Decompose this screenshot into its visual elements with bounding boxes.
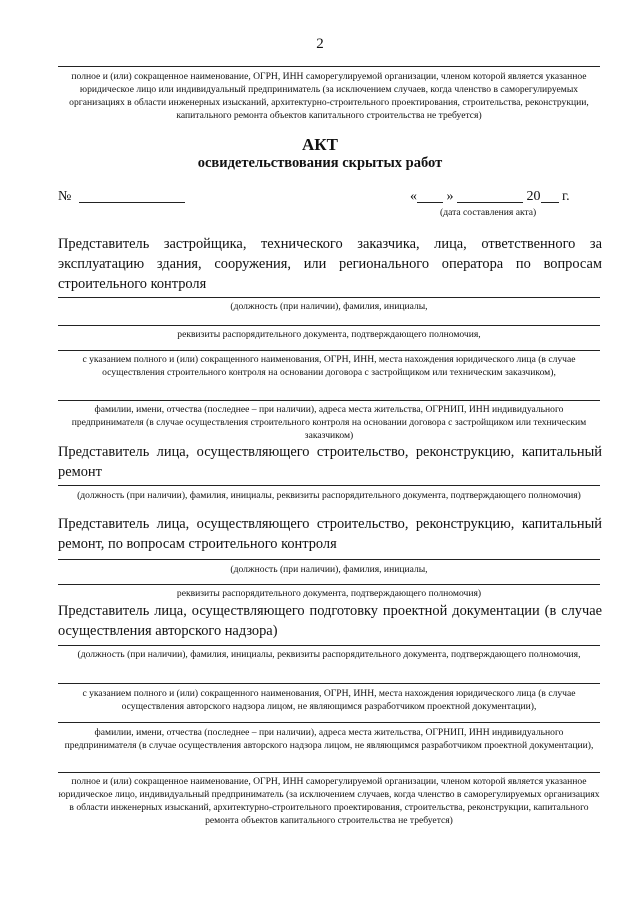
date-close-quote: » (446, 189, 454, 204)
builder-control-document-line[interactable] (58, 584, 600, 585)
developer-caption-2: реквизиты распорядительного документа, подтверждающего полномочия, (177, 329, 481, 340)
designer-rep-text: Представитель лица, осуществляющего подготовку проектной документации (в случае осуществления авторского надзора) (58, 603, 602, 639)
developer-caption-3: с указанием полного и (или) сокращенного наименования, ОГРН, ИНН, места нахождения юридического лица (в случае осуществления строительного контроля на основании договора с застройщиком или техническим заказчиком), (82, 354, 576, 378)
date-caption: (дата составления акта) (440, 207, 537, 218)
builder-rep-text: Представитель лица, осуществляющего строительство, реконструкцию, капитальный ремонт (58, 444, 602, 480)
designer-individual-line[interactable] (58, 722, 600, 723)
builder-control-position-line[interactable] (58, 559, 600, 560)
builder-caption-1: (должность (при наличии), фамилия, инициалы, реквизиты распорядительного документа, подтверждающего полномочия) (77, 490, 581, 501)
org-caption-top: полное и (или) сокращенное наименование, ОГРН, ИНН саморегулируемой организации, членом которой является указанное юридическое лицо или индивидуальный предприниматель (за исключением случаев, когда членство в саморегулируемых организациях в области инженерных изысканий, архитектурно-строительного проектирования, строительства, реконструкции, капитального ремонта объектов капитального строительства не требуется) (69, 71, 589, 121)
designer-position-line[interactable] (58, 645, 600, 646)
designer-caption-2: с указанием полного и (или) сокращенного наименования, ОГРН, ИНН, места нахождения юридического лица (в случае осуществления авторского надзора лицом, не являющимся разработчиком проектной документации), (82, 688, 576, 712)
developer-rep-text: Представитель застройщика, технического заказчика, лица, ответственного за эксплуатацию здания, сооружения, или регионального оператора по вопросам строительного контроля (58, 236, 602, 292)
developer-position-line[interactable] (58, 297, 600, 298)
designer-legal-entity-line[interactable] (58, 683, 600, 684)
developer-caption-4: фамилии, имени, отчества (последнее – при наличии), адреса места жительства, ОГРНИП, ИНН индивидуального предпринимателя (в случае осуществления строительного контроля на основании договора с застройщиком или техническим заказчиком) (71, 404, 587, 441)
number-label: № (58, 189, 72, 204)
developer-individual-line[interactable] (58, 400, 600, 401)
designer-sro-line[interactable] (58, 772, 600, 773)
page-number: 2 (316, 36, 324, 52)
builder-control-rep-text: Представитель лица, осуществляющего строительство, реконструкцию, капитальный ремонт, по вопросам строительного контроля (58, 516, 602, 552)
act-number-field[interactable] (79, 188, 185, 203)
developer-legal-entity-line[interactable] (58, 350, 600, 351)
designer-caption-1: (должность (при наличии), фамилия, инициалы, реквизиты распорядительного документа, подтверждающего полномочия, (77, 649, 581, 660)
date-year-field[interactable] (541, 188, 559, 203)
date-year-prefix: 20 (526, 189, 541, 204)
builder-field-line[interactable] (58, 485, 600, 486)
document-subtitle: освидетельствования скрытых работ (197, 155, 443, 171)
date-day-field[interactable] (417, 188, 443, 203)
date-open-quote: « (410, 189, 417, 204)
builder-control-caption-1: (должность (при наличии), фамилия, инициалы, (230, 564, 428, 575)
act-number-line (58, 188, 185, 205)
developer-caption-1: (должность (при наличии), фамилия, инициалы, (230, 301, 428, 312)
builder-control-caption-2: реквизиты распорядительного документа, подтверждающего полномочия) (176, 588, 482, 599)
date-month-field[interactable] (457, 188, 523, 203)
designer-caption-3: фамилии, имени, отчества (последнее – при наличии), адреса места жительства, ОГРНИП, ИНН индивидуального предпринимателя (в случае осуществления авторского надзора лицом, не являющимся разработчиком проектной документации), (64, 727, 594, 751)
org-field-line[interactable] (58, 66, 600, 67)
designer-caption-4: полное и (или) сокращенное наименование, ОГРН, ИНН саморегулируемой организации, членом которой является указанное юридическое лицо, индивидуальный предприниматель (за исключением случаев, когда членство в саморегулируемых организациях в области инженерных изысканий, архитектурно-строительного проектирования, строительства, реконструкции, капитального ремонта объектов капитального строительства не требуется) (58, 776, 600, 826)
developer-document-line[interactable] (58, 325, 600, 326)
act-date-line (410, 188, 602, 205)
date-year-suffix: г. (562, 189, 570, 204)
document-title: АКТ (302, 135, 338, 154)
